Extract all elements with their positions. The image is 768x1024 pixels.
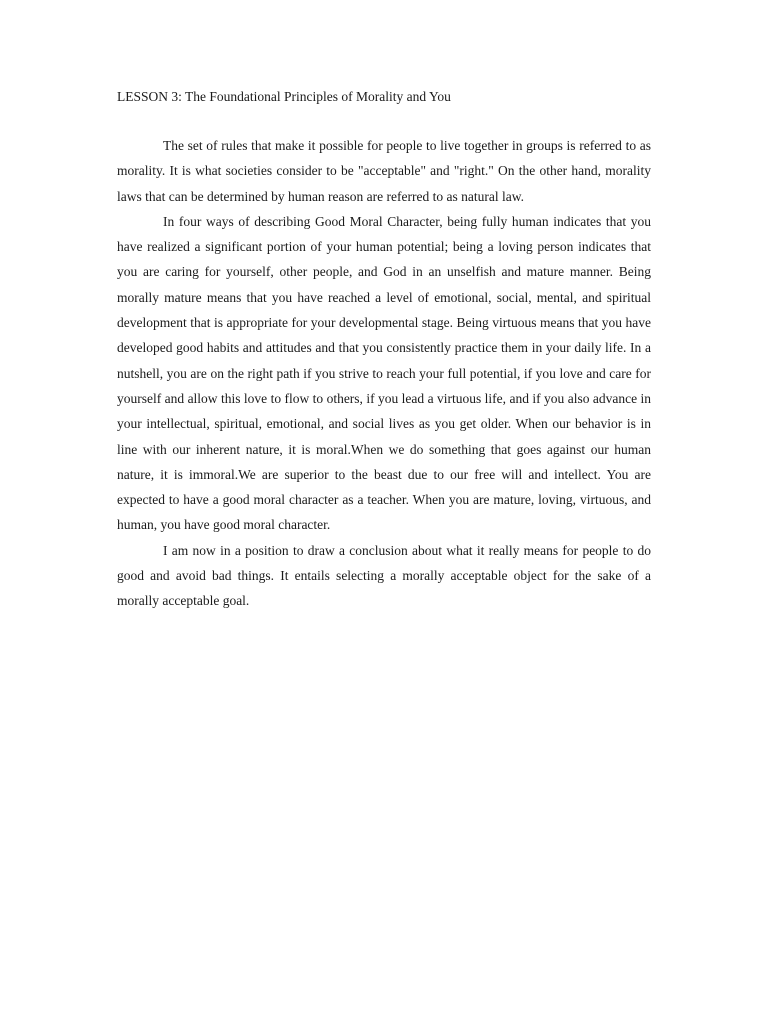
paragraph-good-moral-character: In four ways of describing Good Moral Character, being fully human indicates that you have realized a significant portion of your human potential; being a loving person indicates that you are caring for yourself, other people, and God in an unselfish and mature manner. Being morally mature means that you have reached a level of emotional, social, mental, and spiritual development that is appropriate for your developmental stage. Being virtuous means that you have developed good habits and attitudes and that you consistently practice them in your daily life. In a nutshell, you are on the right path if you strive to reach your full potential, if you love and care for yourself and allow this love to flow to others, if you lead a virtuous life, and if you also advance in your intellectual, spiritual, emotional, and social lives as you get older. When our behavior is in line with our inherent nature, it is moral.When we do something that goes against our human nature, it is immoral.We are superior to the beast due to our free will and intellect. You are expected to have a good moral character as a teacher. When you are mature, loving, virtuous, and human, you have good moral character.: [117, 213, 651, 533]
lesson-title: LESSON 3: The Foundational Principles of Morality and You: [117, 89, 451, 104]
document-body: [117, 86, 651, 614]
paragraph-morality-definition: The set of rules that make it possible for people to live together in groups is referred to as morality. It is what societies consider to be "acceptable" and "right." On the other hand, morality laws that can be determined by human reason are referred to as natural law.: [117, 138, 651, 204]
paragraph-conclusion: I am now in a position to draw a conclusion about what it really means for people to do good and avoid bad things. It entails selecting a morally acceptable object for the sake of a morally acceptable goal.: [117, 542, 651, 609]
